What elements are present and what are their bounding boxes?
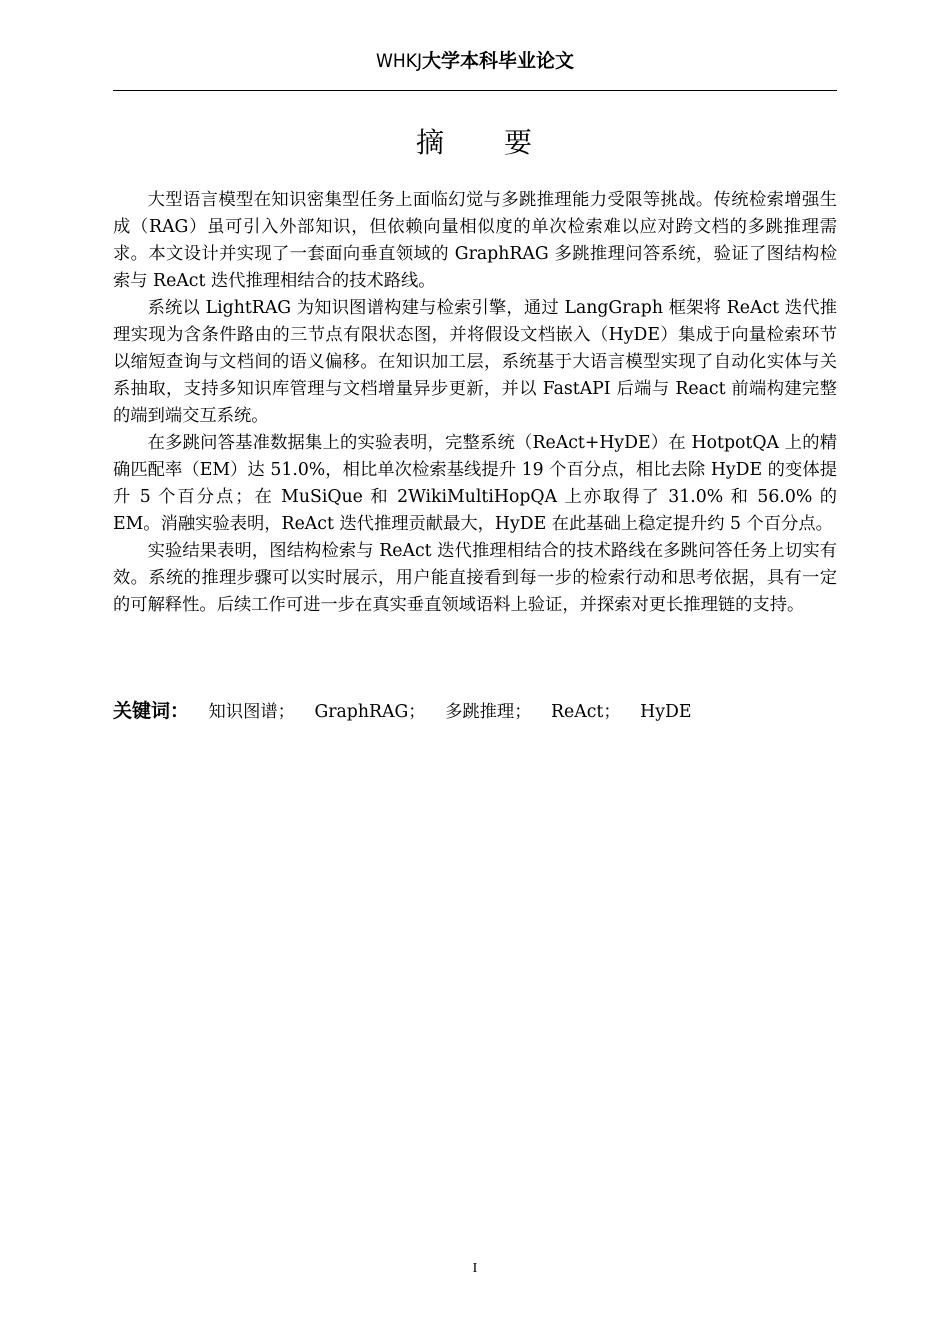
- abstract-title-char-2: 要: [504, 126, 535, 159]
- page-header: [113, 48, 837, 88]
- abstract-paragraph-3: 在多跳问答基准数据集上的实验表明，完整系统（ReAct+HyDE）在 HotpotQA 上的精确匹配率（EM）达 51.0%，相比单次检索基线提升 19 个百分点，相比去除 HyDE 的变体提升 5 个百分点；在 MuSiQue 和 2WikiMultiHopQA 上亦取得了 31.0% 和 56.0% 的 EM。消融实验表明，ReAct 迭代推理贡献最大，HyDE 在此基础上稳定提升约 5 个百分点。: [113, 433, 837, 534]
- keywords-label: 关键词：: [113, 700, 190, 722]
- page-number: I: [472, 1261, 478, 1276]
- keyword-item: GraphRAG；: [314, 702, 426, 722]
- abstract-title-char-1: 摘: [415, 126, 446, 159]
- header-rule: [113, 90, 837, 91]
- keyword-item: HyDE: [640, 702, 692, 722]
- keywords-line: [113, 697, 837, 726]
- keyword-item: 知识图谱；: [208, 702, 295, 722]
- header-prefix: WHKJ: [375, 50, 422, 72]
- header-title: 大学本科毕业论文: [422, 50, 575, 72]
- abstract-paragraph-4: 实验结果表明，图结构检索与 ReAct 迭代推理相结合的技术路线在多跳问答任务上切实有效。系统的推理步骤可以实时展示，用户能直接看到每一步的检索行动和思考依据，具有一定的可解释性。后续工作可进一步在真实垂直领域语料上验证，并探索对更长推理链的支持。: [113, 541, 837, 615]
- keyword-item: ReAct；: [551, 702, 621, 722]
- abstract-paragraph-2: 系统以 LightRAG 为知识图谱构建与检索引擎，通过 LangGraph 框架将 ReAct 迭代推理实现为含条件路由的三节点有限状态图，并将假设文档嵌入（HyDE）集成于向量检索环节以缩短查询与文档间的语义偏移。在知识加工层，系统基于大语言模型实现了自动化实体与关系抽取，支持多知识库管理与文档增量异步更新，并以 FastAPI 后端与 React 前端构建完整的端到端交互系统。: [113, 298, 837, 426]
- abstract-body: [113, 187, 837, 619]
- abstract-paragraph-1: 大型语言模型在知识密集型任务上面临幻觉与多跳推理能力受限等挑战。传统检索增强生成（RAG）虽可引入外部知识，但依赖向量相似度的单次检索难以应对跨文档的多跳推理需求。本文设计并实现了一套面向垂直领域的 GraphRAG 多跳推理问答系统，验证了图结构检索与 ReAct 迭代推理相结合的技术路线。: [113, 190, 837, 291]
- keyword-item: 多跳推理；: [445, 702, 532, 722]
- abstract-title: [113, 123, 837, 163]
